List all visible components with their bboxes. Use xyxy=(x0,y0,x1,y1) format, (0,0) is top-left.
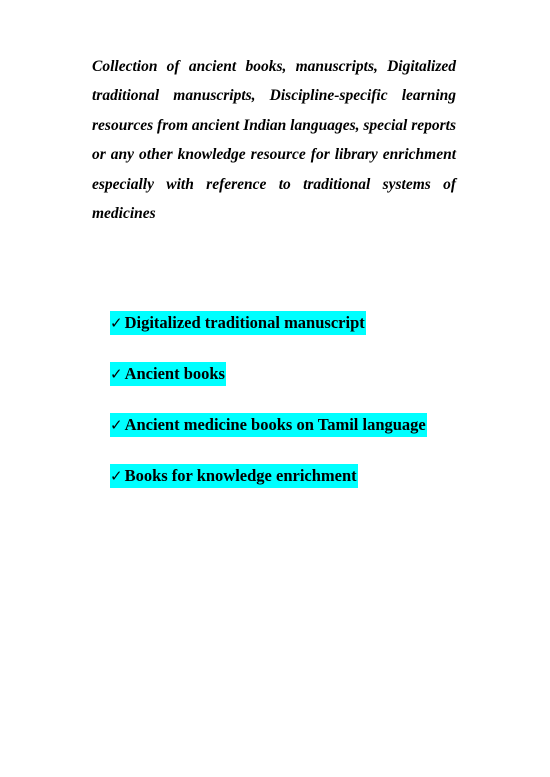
checkmark-icon: ✓ xyxy=(110,314,123,332)
highlighted-text xyxy=(110,311,366,335)
checkmark-icon: ✓ xyxy=(110,365,123,383)
highlighted-text xyxy=(110,362,226,386)
list-item-label: Ancient medicine books on Tamil language xyxy=(124,415,426,434)
list-item xyxy=(110,311,427,337)
highlighted-text xyxy=(110,464,358,488)
intro-paragraph: Collection of ancient books, manuscripts, Digitalized traditional manuscripts, Discipline-specific learning resources from ancient Indian languages, special reports or any other knowledge resource for library enrichment especially with reference to traditional systems of medicines xyxy=(92,58,456,223)
list-item-label: Ancient books xyxy=(124,364,225,383)
checklist xyxy=(110,311,427,515)
list-item-label: Books for knowledge enrichment xyxy=(124,466,357,485)
list-item xyxy=(110,362,427,388)
list-item xyxy=(110,413,427,439)
checkmark-icon: ✓ xyxy=(110,467,123,485)
highlighted-text xyxy=(110,413,427,437)
list-item xyxy=(110,464,427,490)
checkmark-icon: ✓ xyxy=(110,416,123,434)
list-item-label: Digitalized traditional manuscript xyxy=(124,313,365,332)
